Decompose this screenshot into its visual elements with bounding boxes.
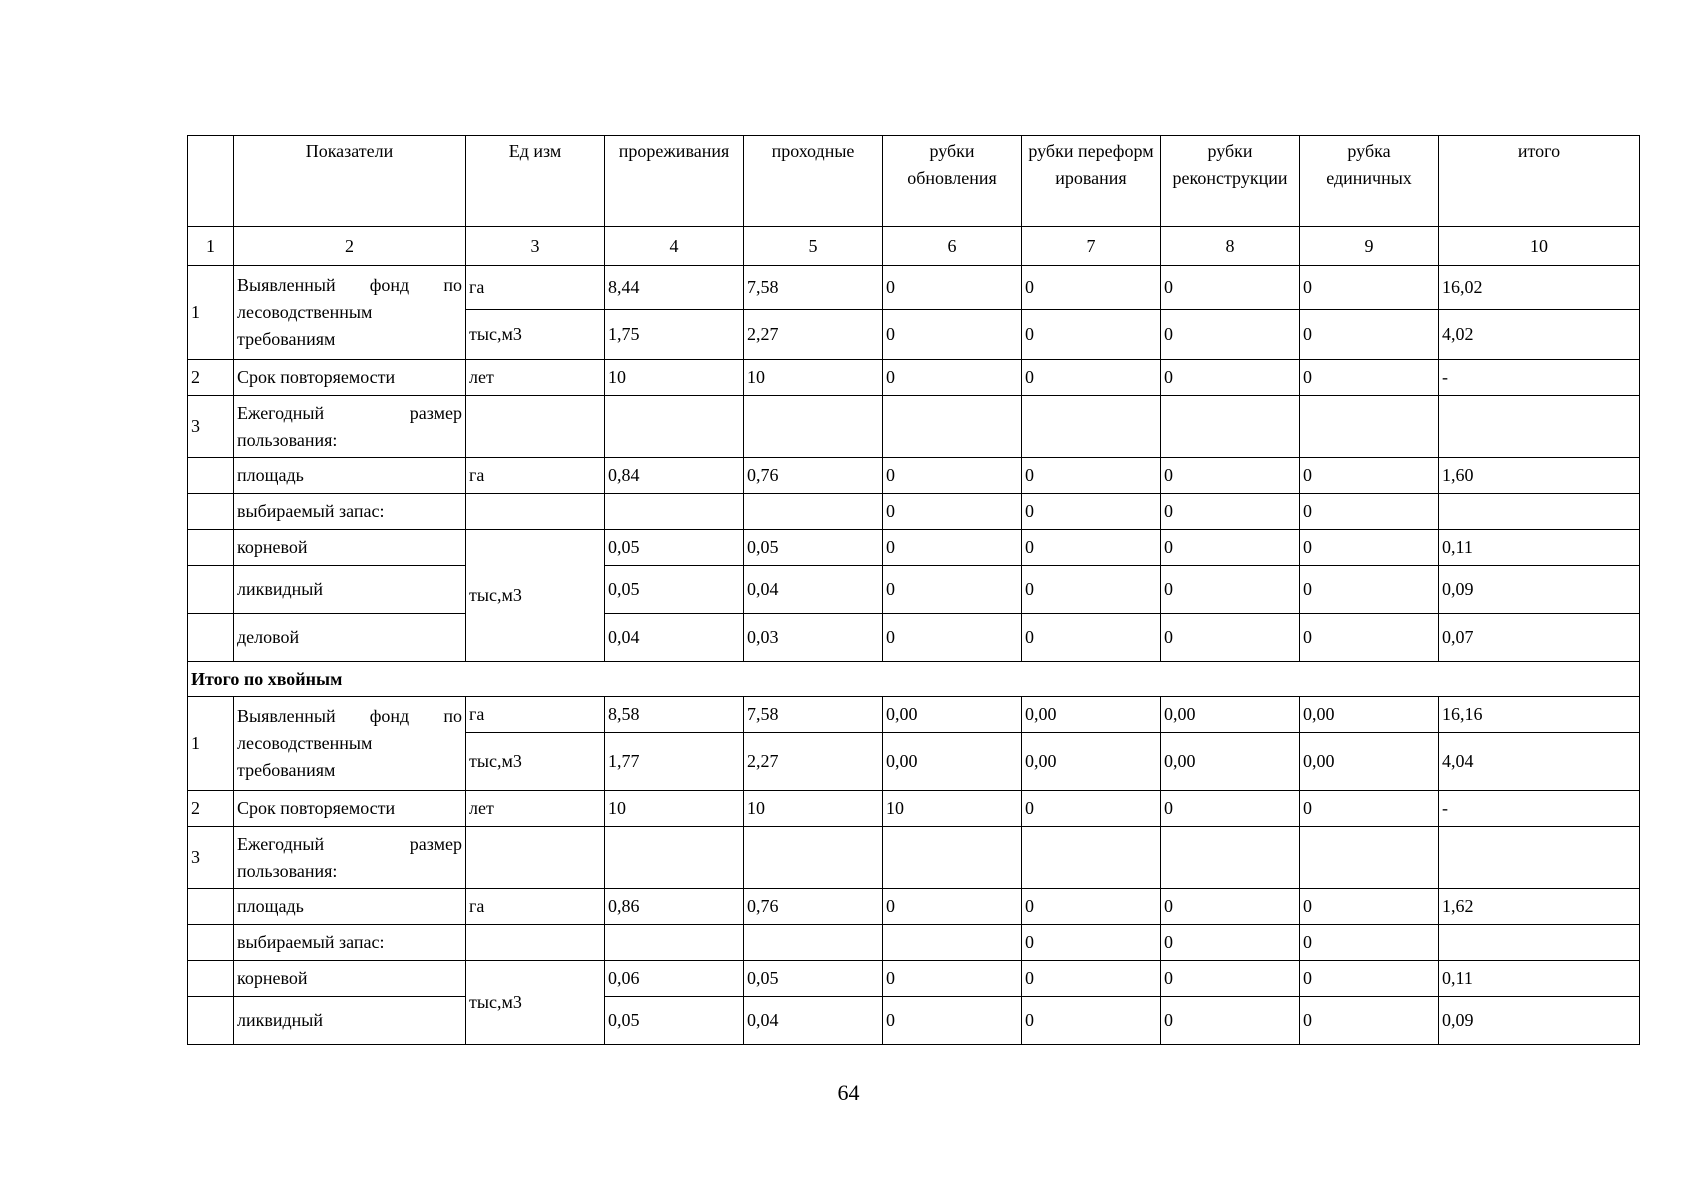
group-title: Итого по хвойным [188,662,1640,697]
total-cell: 0,09 [1439,997,1640,1045]
value-cell: 0 [1022,310,1161,360]
unit-cell: га [466,458,605,494]
value-cell: 8,58 [605,697,744,733]
row-number: 3 [188,827,234,889]
value-cell: 10 [605,360,744,396]
row-label-found-fund: Выявленный фонд по лесоводственным требованиям [234,697,466,791]
value-cell: 0,84 [605,458,744,494]
table-row [188,925,1640,961]
row-number: 2 [188,791,234,827]
total-cell: 0,07 [1439,614,1640,662]
value-cell [605,925,744,961]
value-cell [883,925,1022,961]
value-cell: 0 [1022,961,1161,997]
value-cell: 0 [1161,310,1300,360]
value-cell: 0,04 [744,566,883,614]
row-label-liquid: ликвидный [234,566,466,614]
value-cell: 0,76 [744,889,883,925]
unit-cell: лет [466,791,605,827]
value-cell: 0,05 [605,997,744,1045]
empty-cell [188,889,234,925]
value-cell: 7,58 [744,697,883,733]
empty-cell [744,827,883,889]
empty-cell [1300,827,1439,889]
column-number: 6 [883,227,1022,266]
total-cell: 0,09 [1439,566,1640,614]
header-cell-renewal: рубки обновления [883,136,1022,227]
value-cell: 0,06 [605,961,744,997]
header-cell-passing: проходные [744,136,883,227]
row-label-period: Срок повторяемости [234,791,466,827]
total-cell: 0,11 [1439,961,1640,997]
value-cell [744,494,883,530]
forest-use-table [187,135,1640,1045]
header-cell-1 [188,136,234,227]
value-cell: 0 [883,889,1022,925]
value-cell: 0,00 [1022,733,1161,791]
row-label-period: Срок повторяемости [234,360,466,396]
empty-cell [466,827,605,889]
total-cell: 1,60 [1439,458,1640,494]
value-cell: 0 [1022,566,1161,614]
value-cell: 10 [744,360,883,396]
value-cell: 0,00 [1300,733,1439,791]
value-cell: 0 [1300,614,1439,662]
empty-cell [188,458,234,494]
value-cell: 0 [1161,266,1300,310]
value-cell: 0,00 [1161,733,1300,791]
row-number: 1 [188,697,234,791]
value-cell: 0 [1022,614,1161,662]
header-row [188,136,1640,227]
unit-cell: лет [466,360,605,396]
empty-cell [605,396,744,458]
table-row [188,961,1640,997]
header-cell-total: итого [1439,136,1640,227]
value-cell: 0 [883,494,1022,530]
value-cell: 0,05 [744,961,883,997]
empty-cell [883,396,1022,458]
table-row [188,458,1640,494]
value-cell: 0,00 [883,733,1022,791]
value-cell: 2,27 [744,733,883,791]
unit-cell: тыс,м3 [466,310,605,360]
total-cell [1439,925,1640,961]
value-cell: 0 [1300,458,1439,494]
value-cell: 0 [1161,889,1300,925]
value-cell: 8,44 [605,266,744,310]
unit-cell: тыс,м3 [466,530,605,662]
value-cell: 0,04 [605,614,744,662]
column-number: 3 [466,227,605,266]
page-number: 64 [837,1080,860,1105]
row-label-stock: выбираемый запас: [234,925,466,961]
value-cell: 0 [1022,997,1161,1045]
value-cell: 0 [1022,530,1161,566]
column-number: 7 [1022,227,1161,266]
total-cell: 4,04 [1439,733,1640,791]
row-label-root: корневой [234,530,466,566]
empty-cell [466,925,605,961]
table-row [188,266,1640,310]
value-cell: 0 [1300,925,1439,961]
value-cell: 0 [1161,961,1300,997]
table-row [188,791,1640,827]
empty-cell [188,925,234,961]
empty-cell [1161,396,1300,458]
header-cell-reconstruction: рубки реконструкции [1161,136,1300,227]
column-number: 10 [1439,227,1640,266]
column-number: 4 [605,227,744,266]
unit-cell: тыс,м3 [466,961,605,1045]
value-cell: 0,00 [1022,697,1161,733]
header-cell-reformation: рубки переформирования [1022,136,1161,227]
row-label-area: площадь [234,458,466,494]
empty-cell [466,494,605,530]
header-cell-indicators: Показатели [234,136,466,227]
empty-cell [744,396,883,458]
value-cell: 0 [883,360,1022,396]
value-cell: 0 [1161,791,1300,827]
value-cell: 0 [1300,791,1439,827]
column-number: 2 [234,227,466,266]
value-cell: 0 [1022,925,1161,961]
value-cell: 0,86 [605,889,744,925]
value-cell: 0,05 [744,530,883,566]
value-cell: 0 [1161,360,1300,396]
header-cell-thinning: прореживания [605,136,744,227]
unit-cell: га [466,266,605,310]
value-cell: 0 [1022,889,1161,925]
table-row [188,827,1640,889]
value-cell: 0 [883,566,1022,614]
unit-cell: тыс,м3 [466,733,605,791]
value-cell: 0 [1300,494,1439,530]
empty-cell [1439,396,1640,458]
value-cell: 0,04 [744,997,883,1045]
header-cell-unit: Ед изм [466,136,605,227]
value-cell: 0,03 [744,614,883,662]
total-cell: 1,62 [1439,889,1640,925]
column-number-row [188,227,1640,266]
empty-cell [1439,827,1640,889]
value-cell: 0 [1161,566,1300,614]
value-cell: 0 [1300,997,1439,1045]
table-row [188,566,1640,614]
row-number: 2 [188,360,234,396]
table-row [188,396,1640,458]
value-cell: 1,77 [605,733,744,791]
value-cell: 0 [1300,961,1439,997]
value-cell: 0 [1161,925,1300,961]
row-label-area: площадь [234,889,466,925]
value-cell: 0 [883,266,1022,310]
empty-cell [188,997,234,1045]
row-label-liquid: ликвидный [234,997,466,1045]
unit-cell: га [466,697,605,733]
empty-cell [466,396,605,458]
header-cell-single: рубка единичных [1300,136,1439,227]
table-row [188,494,1640,530]
row-label-stock: выбираемый запас: [234,494,466,530]
value-cell: 7,58 [744,266,883,310]
value-cell: 0 [883,310,1022,360]
value-cell: 0 [883,530,1022,566]
empty-cell [188,566,234,614]
row-label-business: деловой [234,614,466,662]
row-label-annual-use: Ежегодный размер пользования: [234,396,466,458]
value-cell: 0 [1022,494,1161,530]
value-cell [605,494,744,530]
value-cell: 0 [1022,266,1161,310]
value-cell: 0 [1022,791,1161,827]
column-number: 8 [1161,227,1300,266]
row-label-annual-use: Ежегодный размер пользования: [234,827,466,889]
value-cell: 0,00 [883,697,1022,733]
value-cell: 0 [1161,997,1300,1045]
empty-cell [1161,827,1300,889]
value-cell: 0 [883,997,1022,1045]
empty-cell [188,494,234,530]
value-cell: 10 [605,791,744,827]
value-cell: 0,00 [1161,697,1300,733]
table-row [188,697,1640,733]
empty-cell [883,827,1022,889]
table-row [188,997,1640,1045]
value-cell: 0,76 [744,458,883,494]
total-cell [1439,494,1640,530]
value-cell: 0 [1161,458,1300,494]
empty-cell [188,614,234,662]
total-cell: 16,02 [1439,266,1640,310]
total-cell: 4,02 [1439,310,1640,360]
value-cell: 0 [1161,494,1300,530]
table-row [188,889,1640,925]
empty-cell [188,961,234,997]
value-cell: 0,05 [605,566,744,614]
empty-cell [1300,396,1439,458]
value-cell: 0 [1022,360,1161,396]
total-cell: 16,16 [1439,697,1640,733]
value-cell: 0 [1161,614,1300,662]
value-cell: 0 [1300,310,1439,360]
value-cell: 0,05 [605,530,744,566]
group-title-row [188,662,1640,697]
value-cell [744,925,883,961]
row-number: 3 [188,396,234,458]
value-cell: 10 [744,791,883,827]
empty-cell [1022,396,1161,458]
column-number: 9 [1300,227,1439,266]
column-number: 5 [744,227,883,266]
column-number: 1 [188,227,234,266]
empty-cell [605,827,744,889]
total-cell: 0,11 [1439,530,1640,566]
total-cell: - [1439,360,1640,396]
total-cell: - [1439,791,1640,827]
value-cell: 0 [883,961,1022,997]
empty-cell [188,530,234,566]
value-cell: 10 [883,791,1022,827]
value-cell: 0 [1300,566,1439,614]
unit-cell: га [466,889,605,925]
empty-cell [1022,827,1161,889]
table-row [188,614,1640,662]
row-label-found-fund: Выявленный фонд по лесоводственным требованиям [234,266,466,360]
value-cell: 2,27 [744,310,883,360]
value-cell: 0,00 [1300,697,1439,733]
value-cell: 1,75 [605,310,744,360]
table-row [188,530,1640,566]
value-cell: 0 [1022,458,1161,494]
value-cell: 0 [1300,360,1439,396]
value-cell: 0 [1300,266,1439,310]
row-label-root: корневой [234,961,466,997]
value-cell: 0 [1300,889,1439,925]
value-cell: 0 [1161,530,1300,566]
table-row [188,360,1640,396]
value-cell: 0 [883,614,1022,662]
row-number: 1 [188,266,234,360]
value-cell: 0 [1300,530,1439,566]
value-cell: 0 [883,458,1022,494]
